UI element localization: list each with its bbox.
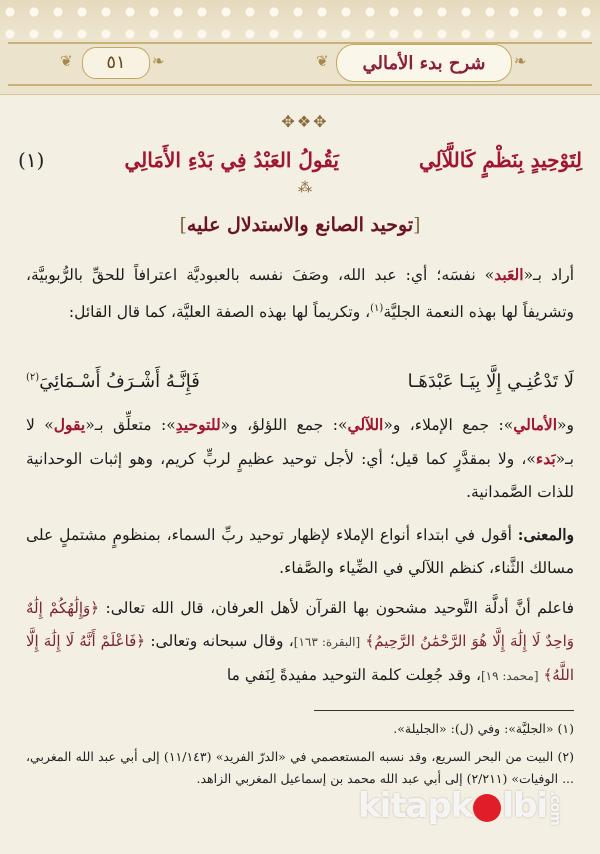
text: و« xyxy=(557,416,575,434)
text: » لا بـ« xyxy=(26,416,574,468)
text: »: جمع اللؤلؤ، و« xyxy=(220,416,348,434)
flourish-icon: ❦ xyxy=(316,52,329,70)
flourish-icon: ❧ xyxy=(152,52,165,70)
text: »: متعلِّق بـ« xyxy=(85,416,176,434)
bracket-open: [ xyxy=(413,214,421,236)
paragraph-4 xyxy=(26,592,574,693)
term-tawhid: للتوحيدِ xyxy=(175,415,221,434)
section-title-text: توحيد الصانع والاستدلال عليه xyxy=(186,214,414,236)
watermark-text-2: lbi xyxy=(502,786,548,826)
verse-hemistich-2: لِتَوْحِيدٍ بِنَظْمٍ كَاللَّآلِي xyxy=(418,148,582,172)
flourish-icon: ❦ xyxy=(60,52,73,70)
bracket-close: ] xyxy=(179,214,187,236)
text: أراد بـ« xyxy=(523,266,575,284)
paragraph-3 xyxy=(26,518,574,585)
watermark-logo xyxy=(358,786,590,832)
term-laali: اللآلي xyxy=(347,415,384,434)
verse-hemistich-1: يَقُولُ العَبْدُ فِي بَدْءِ الأَمَالِي xyxy=(124,148,339,172)
text: » نفسَه؛ أي: عبد الله، وصَفَ نفسه بالعبوديَّة اعترافاً للحقِّ بالرُّبوبيَّة، وتشريفاً لها بهذه النعمة الجليَّة xyxy=(26,266,574,322)
footnote-2: (٢) البيت من البحر السريع، وقد نسبه المستعصمي في «الدرّ الفريد» (١١/١٤٣) إلى أبي عبد الله المغربي، ... الوفيات» (٢/٢١١) إلى أبي عبد الله محمد بن إسماعيل المغربي الزاهد. xyxy=(26,749,574,786)
term-amali: الأمالي xyxy=(513,415,558,434)
poetry-quote xyxy=(26,364,574,398)
term-yaqul: يقول xyxy=(53,415,86,434)
quote-hemistich-1: لَا تَدْعُنِـي إِلَّا بِيَـا عَبْدَهَـا xyxy=(407,370,574,392)
quote-hemistich-2: فَإِنَّـهُ أَشْـرَفُ أَسْـمَائِيَ xyxy=(39,370,200,392)
ornament-bottom-icon: ⁂ xyxy=(298,180,312,196)
quran-verse-2: ﴿فَاعْلَمْ أَنَّهُ لَا إِلَٰهَ إِلَّا اللَّهُ﴾ xyxy=(26,632,574,684)
quran-verse-1: ﴿وَإِلَٰهُكُمْ إِلَٰهٌ وَاحِدٌ لَا إِلَٰهَ إِلَّا هُوَ الرَّحْمَٰنُ الرَّحِيمُ﴾ xyxy=(26,599,574,650)
verse-number: (١) xyxy=(18,148,45,172)
quran-ref-2: [محمد: ١٩] xyxy=(480,669,539,683)
paragraph-2 xyxy=(26,408,574,509)
ornament-top-icon: ✥❖✥ xyxy=(281,112,329,131)
watermark-dot-icon xyxy=(473,794,501,822)
book-title: شرح بدء الأمالي xyxy=(362,52,486,74)
text: »، ولا بمقدَّرٍ كما قيل؛ أي: لأجل توحيد عظيمٍ لربٍّ كريم، وهو إثبات الوحدانية للذات الصَّمدانية. xyxy=(26,450,574,501)
page-number xyxy=(82,47,150,79)
section-title xyxy=(150,214,450,244)
text: أقول في ابتداء أنواع الإملاء لإظهار توحيد ربِّ السماء، بمنظومٍ مشتملٍ على مسالك الثَّناء، كنظم اللآلي في الضِّياء والصَّفاء. xyxy=(26,526,574,577)
text: »: جمع الإملاء، و« xyxy=(383,416,514,434)
header-ornament xyxy=(0,0,600,40)
quran-ref-1: [البقرة: ١٦٣] xyxy=(293,635,361,649)
watermark-text-1: kitapk xyxy=(358,786,473,826)
text: فاعلم أنَّ أدلَّة التَّوحيد مشحون بها القرآن لأهل العرفان، قال الله تعالى: xyxy=(105,599,574,617)
text: ، وقد جُعِلت كلمة التوحيد مفيدةً لِنَفي ما xyxy=(226,666,481,684)
flourish-icon: ❧ xyxy=(514,52,527,70)
paragraph-1 xyxy=(26,258,574,329)
term-meaning: والمعنى: xyxy=(517,525,574,544)
page-header xyxy=(0,0,600,95)
watermark-suffix: .com xyxy=(547,790,564,825)
text: ، وقال سبحانه وتعالى: xyxy=(150,632,294,650)
quote-hemistich-2-wrap xyxy=(26,371,200,392)
book-title-frame xyxy=(336,44,512,82)
footnote-1: (١) «الجليَّة»: وفي (ل): «الجليلة». xyxy=(393,721,574,736)
page-number-text: ٥١ xyxy=(106,52,126,73)
footnote-ref-1[interactable]: (١) xyxy=(370,303,384,314)
term-abd: العَبد xyxy=(494,265,524,284)
term-bad: بَدء xyxy=(535,449,556,468)
verse-line xyxy=(18,142,582,178)
footnote-ref-2[interactable]: (٢) xyxy=(26,371,40,383)
text: ، وتكريماً لها بهذه الصفة العليَّة، كما قال القائل: xyxy=(68,303,371,322)
footnote-divider xyxy=(314,710,574,711)
